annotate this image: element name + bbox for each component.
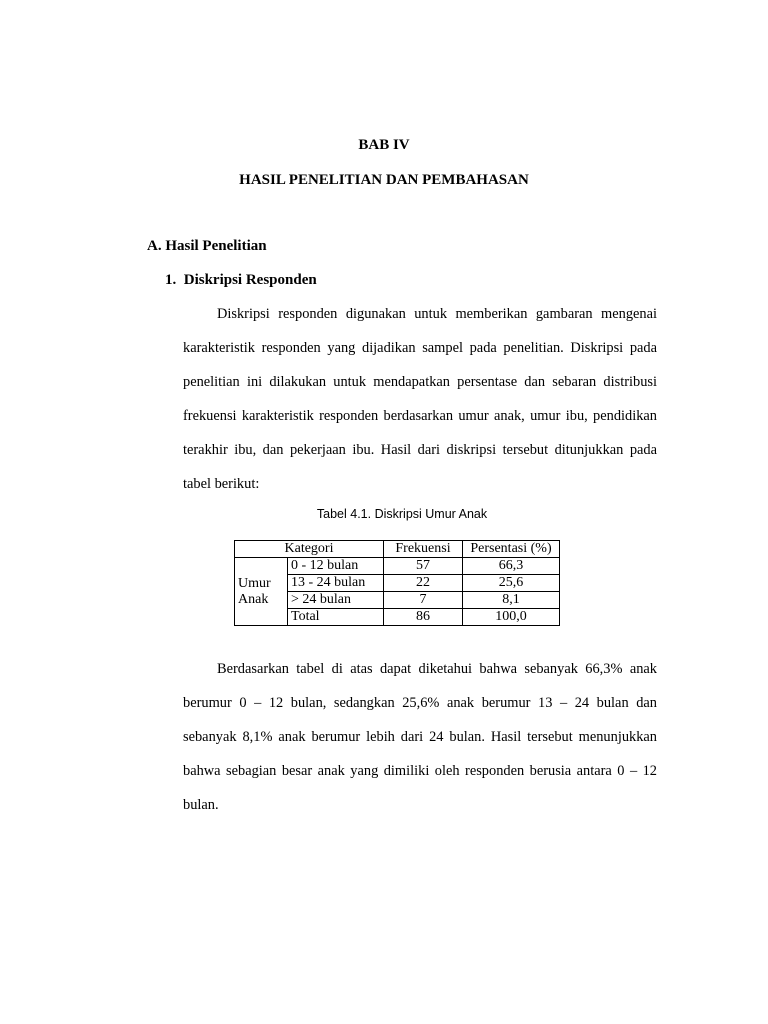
table-caption: Tabel 4.1. Diskripsi Umur Anak	[316, 507, 488, 521]
chapter-title: HASIL PENELITIAN DAN PEMBAHASAN	[239, 172, 529, 188]
cell-persentasi: 100,0	[463, 609, 560, 626]
result-paragraph: Berdasarkan tabel di atas dapat diketahui bahwa sebanyak 66,3% anak berumur 0 – 12 bulan, sedangkan 25,6% anak berumur 13 – 24 bulan dan sebanyak 8,1% anak berumur lebih dari 24 bulan. Hasil tersebut menunjukkan bahwa sebagian besar anak yang dimiliki oleh responden berusia antara 0 – 12 bulan.	[183, 661, 657, 813]
cell-kategori: 0 - 12 bulan	[288, 558, 384, 575]
cell-frekuensi: 7	[384, 592, 463, 609]
intro-paragraph: Diskripsi responden digunakan untuk memberikan gambaran mengenai karakteristik responden yang dijadikan sampel pada penelitian. Diskripsi pada penelitian ini dilakukan untuk mendapatkan persentase dan sebaran distribusi frekuensi karakteristik responden berdasarkan umur anak, umur ibu, pendidikan terakhir ibu, dan pekerjaan ibu. Hasil dari diskripsi tersebut ditunjukkan pada tabel berikut:	[183, 306, 657, 492]
group-label-cell	[235, 558, 288, 626]
header-persentasi: Persentasi (%)	[463, 541, 560, 558]
header-frekuensi: Frekuensi	[384, 541, 463, 558]
cell-persentasi: 25,6	[463, 575, 560, 592]
cell-frekuensi: 22	[384, 575, 463, 592]
cell-frekuensi: 86	[384, 609, 463, 626]
cell-persentasi: 8,1	[463, 592, 560, 609]
cell-kategori: > 24 bulan	[288, 592, 384, 609]
cell-kategori: 13 - 24 bulan	[288, 575, 384, 592]
header-kategori: Kategori	[235, 541, 384, 558]
group-label-line1: Umur	[238, 575, 271, 591]
table-header-row	[235, 541, 560, 558]
chapter-heading: BAB IV	[358, 137, 410, 153]
group-label-line2: Anak	[238, 591, 269, 607]
table-row	[235, 558, 560, 575]
age-distribution-table	[234, 540, 560, 626]
cell-kategori: Total	[288, 609, 384, 626]
section-heading: A. Hasil Penelitian	[147, 238, 267, 254]
subsection-heading: 1. Diskripsi Responden	[165, 272, 317, 288]
cell-persentasi: 66,3	[463, 558, 560, 575]
cell-frekuensi: 57	[384, 558, 463, 575]
